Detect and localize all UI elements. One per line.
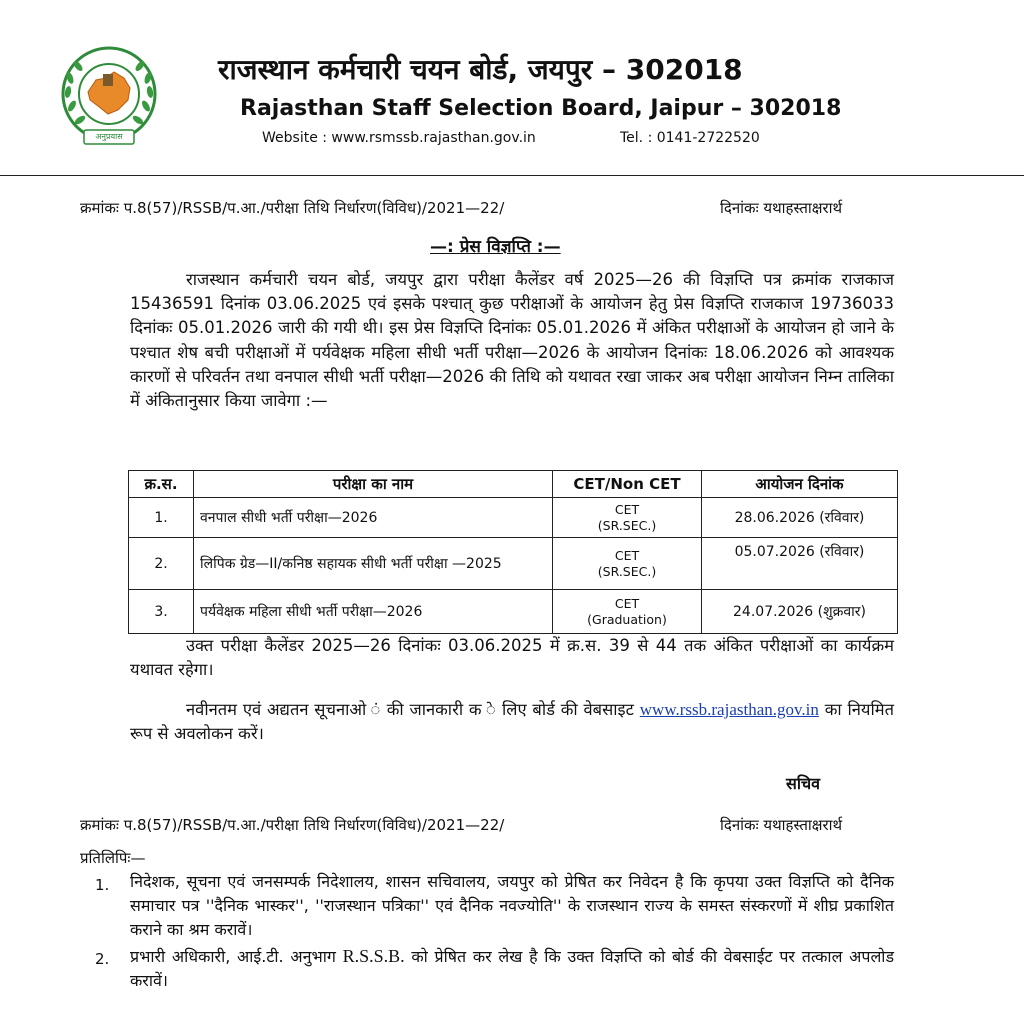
header-telephone: Tel. : 0141-2722520 — [620, 130, 760, 146]
row-date: 24.07.2026 (शुक्रवार) — [702, 590, 898, 634]
row-sn: 3. — [129, 590, 194, 634]
header-title-hindi: राजस्थान कर्मचारी चयन बोर्ड, जयपुर – 302018 — [218, 53, 743, 86]
exam-schedule-table — [128, 470, 898, 634]
table-row — [129, 590, 898, 634]
row-sn: 2. — [129, 538, 194, 590]
row-cet — [553, 498, 702, 538]
website-paragraph-prefix: नवीनतम एवं अद्यतन सूचनाओ ं की जानकारी क े लिए बोर्ड की वेबसाइट — [186, 700, 634, 719]
row-cet-level: (SR.SEC.) — [597, 517, 657, 533]
header-date: आयोजन दिनांक — [702, 471, 898, 498]
website-link[interactable]: www.rssb.rajasthan.gov.in — [639, 700, 819, 719]
copy-item-text-suffix: को प्रेषित कर लेख है कि उक्त विज्ञप्ति को बोर्ड की वेबसाईट पर तत्काल अपलोड करावें। — [130, 947, 895, 990]
row-cet-type: CET — [614, 595, 640, 611]
header-website: Website : www.rsmssb.rajasthan.gov.in — [262, 130, 536, 146]
page-title: —: प्रेस विज्ञप्ति :— — [430, 237, 561, 257]
logo-motto: अनुप्रयास — [95, 132, 123, 141]
header-title-english: Rajasthan Staff Selection Board, Jaipur – 302018 — [240, 96, 842, 121]
row-date: 28.06.2026 (रविवार) — [702, 498, 898, 538]
table-header-row — [129, 471, 898, 498]
row-exam-name: पर्यवेक्षक महिला सीधी भर्ती परीक्षा—2026 — [194, 590, 553, 634]
row-exam-name: लिपिक ग्रेड—II/कनिष्ठ सहायक सीधी भर्ती परीक्षा —2025 — [194, 538, 553, 590]
row-cet — [553, 590, 702, 634]
copy-item-text-prefix: प्रभारी अधिकारी, आई.टी. अनुभाग — [130, 947, 336, 966]
header-cet: CET/Non CET — [553, 471, 702, 498]
reference-date: दिनांकः यथाहस्ताक्षरार्थ — [720, 199, 843, 217]
copy-item-text — [130, 944, 894, 993]
row-cet — [553, 538, 702, 590]
reference-number: क्रमांकः प.8(57)/RSSB/प.आ./परीक्षा तिथि निर्धारण(विविध)/2021—22/ — [80, 199, 505, 217]
copy-item-number: 2. — [95, 950, 110, 968]
header-divider — [0, 175, 1024, 176]
copy-item-rssb: R.S.S.B. — [342, 946, 405, 966]
row-sn: 1. — [129, 498, 194, 538]
row-cet-type: CET — [614, 547, 640, 563]
website-paragraph — [130, 698, 894, 746]
copy-item-text: निदेशक, सूचना एवं जनसम्पर्क निदेशालय, शासन सचिवालय, जयपुर को प्रेषित कर निवेदन है कि कृपया उक्त विज्ञप्ति को दैनिक समाचार पत्र ''दैनिक भास्कर'', ''राजस्थान पत्रिका'' एवं दैनिक नवज्योति'' के राजस्थान राज्य के समस्त संस्करणों में शीघ्र प्रकाशित कराने का श्रम करावें। — [130, 872, 894, 939]
footer-reference-date: दिनांकः यथाहस्ताक्षरार्थ — [720, 816, 843, 834]
row-cet-type: CET — [614, 501, 640, 517]
rssb-logo — [58, 44, 160, 150]
note-paragraph: उक्त परीक्षा कैलेंडर 2025—26 दिनांकः 03.06.2025 में क्र.स. 39 से 44 तक अंकित परीक्षाओं का कार्यक्रम यथावत रहेगा। — [130, 636, 894, 680]
body-paragraph: राजस्थान कर्मचारी चयन बोर्ड, जयपुर द्वारा परीक्षा कैलेंडर वर्ष 2025—26 की विज्ञप्ति पत्र क्रमांक राजकाज 15436591 दिनांक 03.06.2025 एवं इसके पश्चात् कुछ परीक्षाओं के आयोजन हेतु प्रेस विज्ञप्ति राजकाज 19736033 दिनांकः 05.01.2026 जारी की गयी थी। इस प्रेस विज्ञप्ति दिनांकः 05.01.2026 में अंकित परीक्षाओं के आयोजन हो जाने के पश्चात शेष बची परीक्षाओं में पर्यवेक्षक महिला सीधी भर्ती परीक्षा—2026 के आयोजन दिनांकः 18.06.2026 को आवश्यक कारणों से परिवर्तन तथा वनपाल सीधी भर्ती परीक्षा—2026 की तिथि को यथावत रखा जाकर अब परीक्षा आयोजन निम्न तालिका में अंकितानुसार किया जावेगा :— — [130, 270, 894, 411]
table-row — [129, 538, 898, 590]
row-cet-level: (SR.SEC.) — [597, 563, 657, 579]
row-cet-level: (Graduation) — [587, 611, 667, 627]
row-date: 05.07.2026 (रविवार) — [702, 538, 898, 590]
row-exam-name: वनपाल सीधी भर्ती परीक्षा—2026 — [194, 498, 553, 538]
table-row — [129, 498, 898, 538]
header-sn: क्र.स. — [129, 471, 194, 498]
website-paragraph-suffix: का नियमित रूप से अवलोकन करें। — [130, 700, 894, 744]
header-exam-name: परीक्षा का नाम — [194, 471, 553, 498]
copy-to-label: प्रतिलिपिः— — [80, 849, 146, 867]
copy-item-number: 1. — [95, 876, 110, 894]
signature-secretary: सचिव — [786, 774, 821, 793]
footer-reference-number: क्रमांकः प.8(57)/RSSB/प.आ./परीक्षा तिथि निर्धारण(विविध)/2021—22/ — [80, 816, 505, 834]
